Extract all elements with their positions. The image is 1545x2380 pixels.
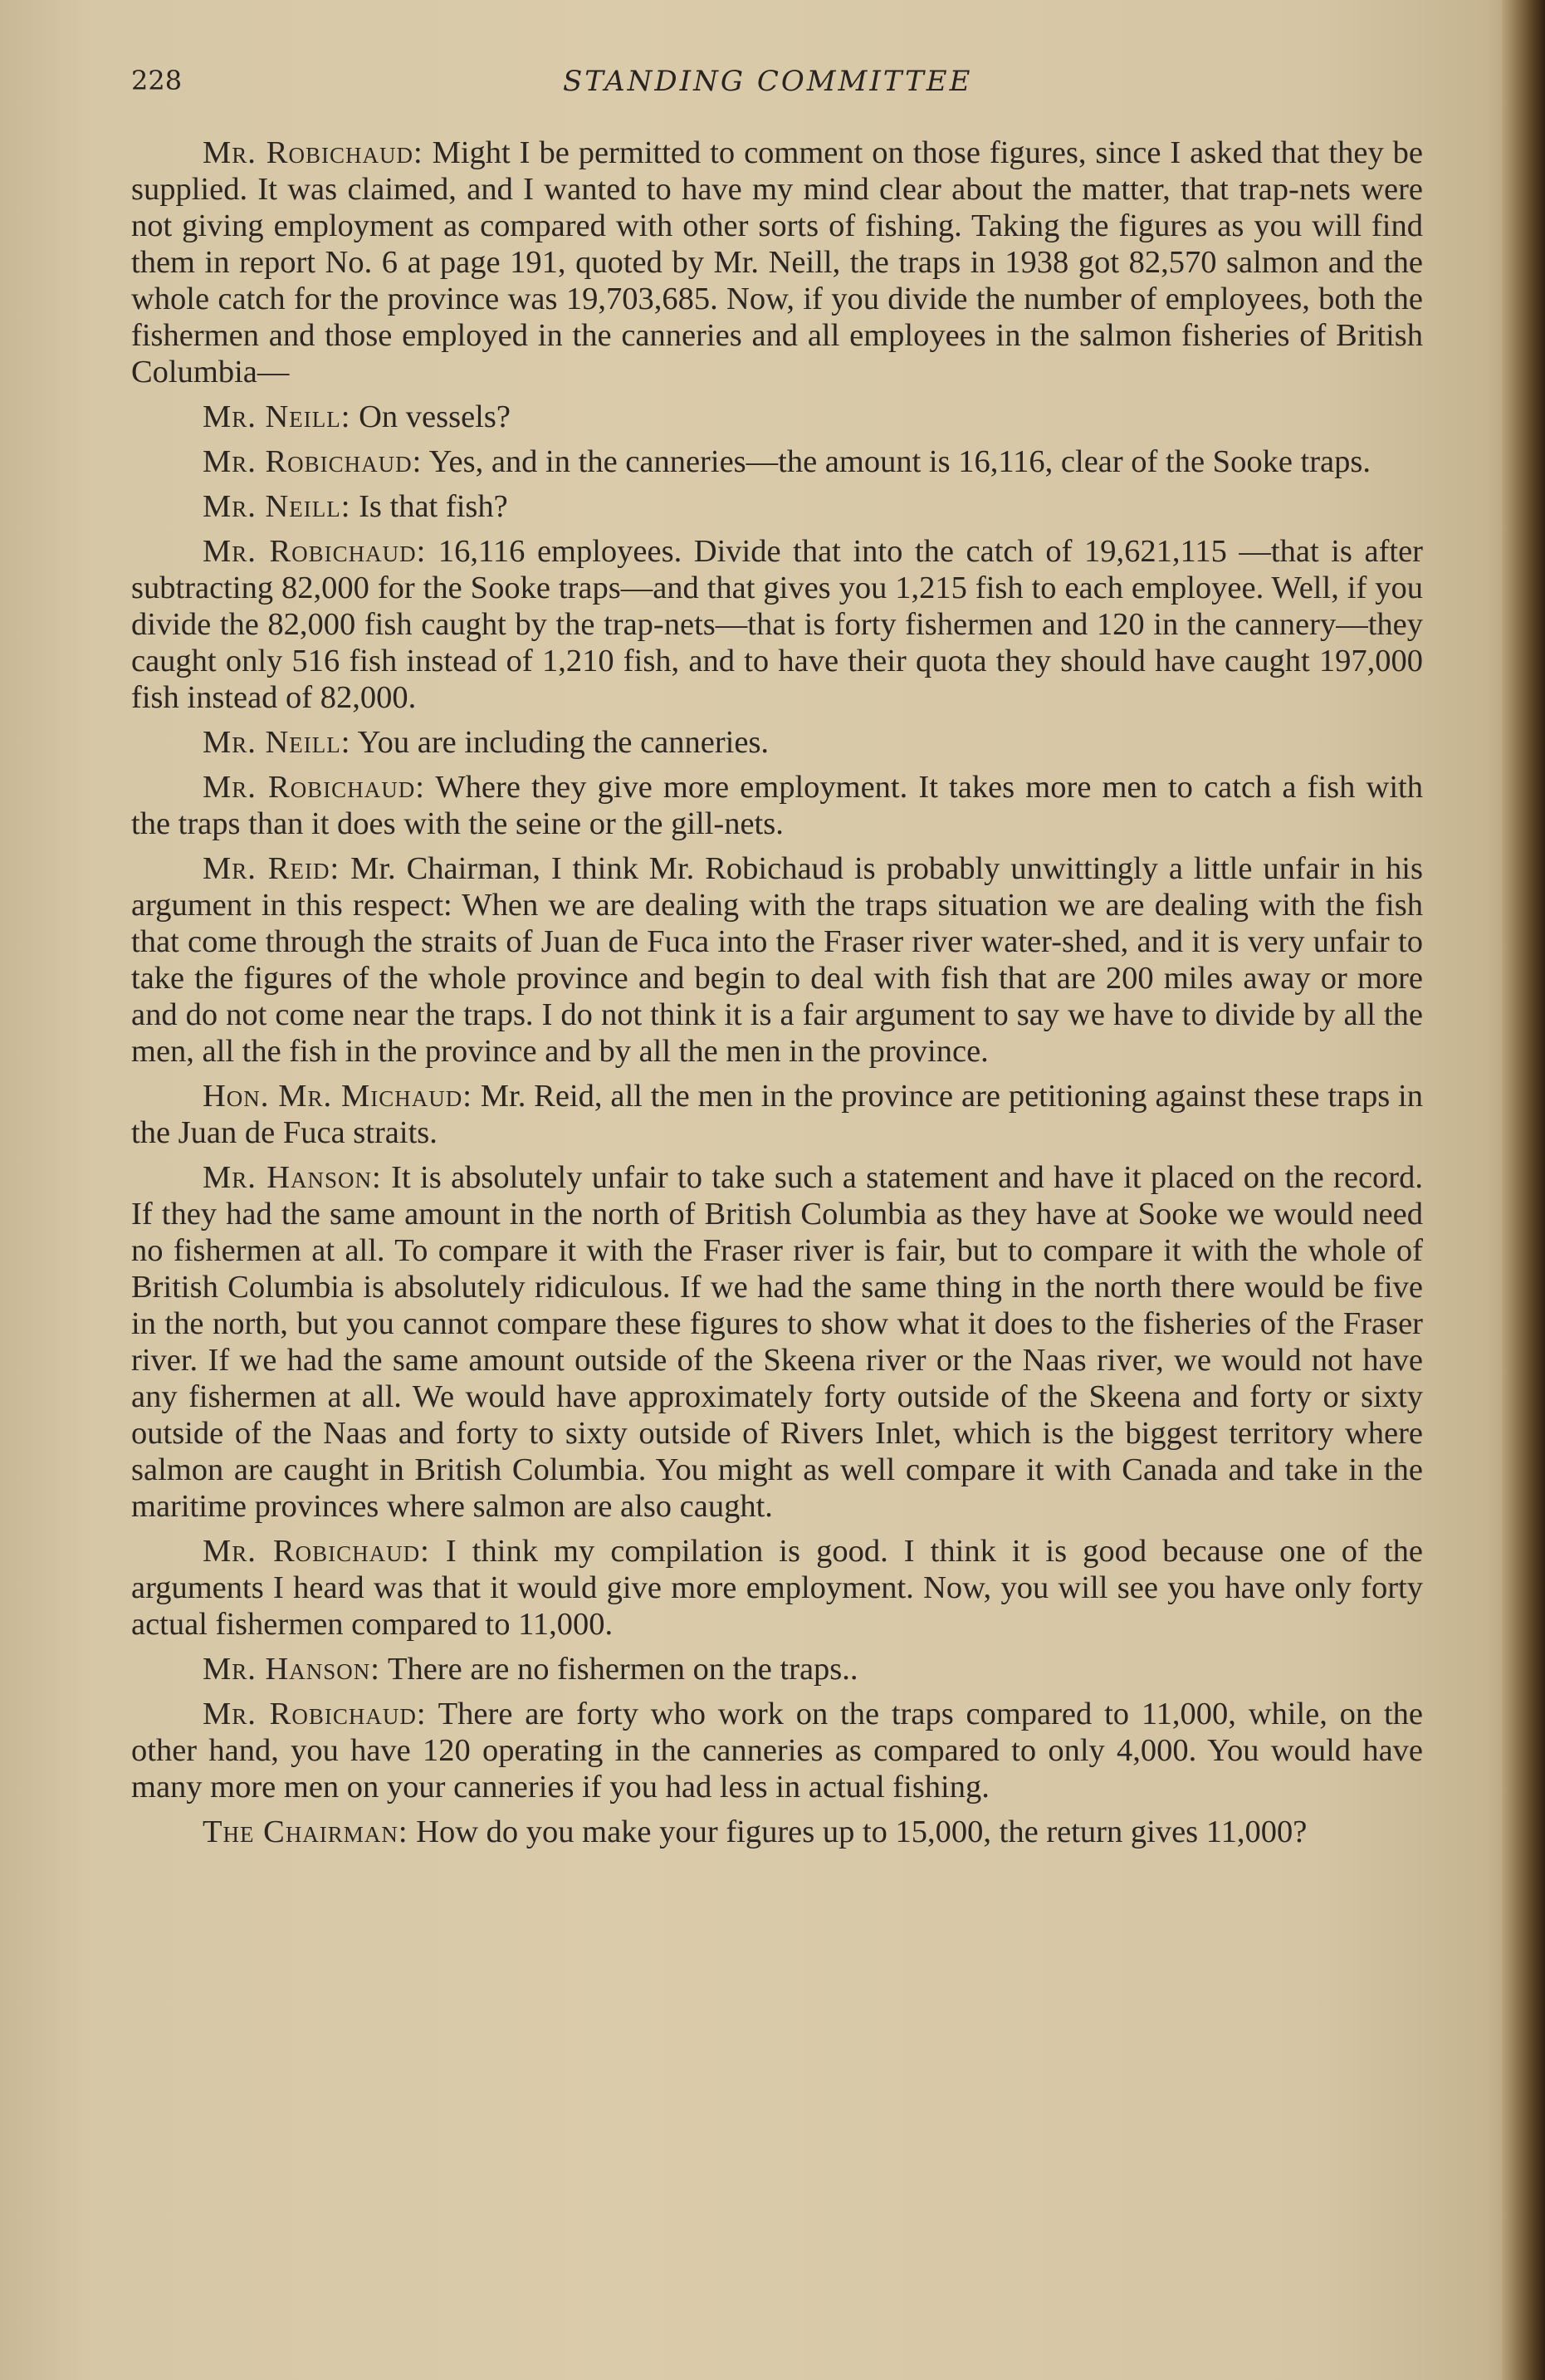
speaker-name: Mr. Neill: (203, 399, 351, 434)
paragraph (131, 850, 1423, 1070)
speaker-name: Mr. Robichaud: (203, 1534, 430, 1569)
paragraph (131, 1078, 1423, 1151)
speaker-name: Mr. Robichaud: (203, 1697, 427, 1731)
paragraph (131, 443, 1423, 480)
speech-text: Yes, and in the canneries—the amount is 16,116, clear of the Sooke traps. (422, 444, 1371, 479)
running-head (131, 65, 1418, 106)
paragraph (131, 724, 1423, 761)
speech-text: I think my compilation is good. I think it is good because one of the arguments I heard was that it would give more employment. Now, you will see you have only forty actual fishermen compared to 11,000. (131, 1534, 1423, 1642)
paragraph (131, 488, 1423, 525)
speaker-name: Mr. Hanson: (203, 1160, 382, 1195)
speech-text: Mr. Reid, all the men in the province are petitioning against these traps in the Juan de Fuca straits. (131, 1079, 1423, 1150)
speaker-name: Mr. Neill: (203, 489, 351, 524)
speaker-name: The Chairman: (203, 1814, 408, 1849)
speaker-name: Hon. Mr. Michaud: (203, 1079, 472, 1114)
speech-text: You are including the canneries. (350, 725, 770, 760)
speech-text: How do you make your figures up to 15,000, the return gives 11,000? (408, 1814, 1308, 1849)
speech-text: There are no fishermen on the traps.. (380, 1652, 858, 1687)
paragraph (131, 533, 1423, 716)
speech-text: It is absolutely unfair to take such a statement and have it placed on the record. If they had the same amount in the north of British Columbia as they have at Sooke we would need no fishermen at all. To compare it with the Fraser river is fair, but to compare it with the whole of British Columbia is absolutely ridiculous. If we had the same thing in the north there would be five in the north, but you cannot compare these figures to show what it does to the fisheries of the Fraser river. If we had the same amount outside of the Skeena river or the Naas river, we would not have any fishermen at all. We would have approximately forty outside of the Skeena and forty or sixty outside of the Naas and forty to sixty outside of Rivers Inlet, which is the biggest territory where salmon are caught in British Columbia. You might as well compare it with Canada and take in the maritime provinces where salmon are also caught. (131, 1160, 1423, 1524)
paragraph (131, 1533, 1423, 1643)
page-number: 228 (131, 65, 183, 96)
paragraph (131, 1159, 1423, 1525)
speech-text: Is that fish? (350, 489, 508, 524)
running-title: STANDING COMMITTEE (563, 65, 973, 98)
paragraph (131, 1696, 1423, 1805)
paragraph (131, 135, 1423, 390)
paragraph (131, 1814, 1423, 1850)
speaker-name: Mr. Robichaud: (203, 135, 423, 170)
speech-text: Where they give more employment. It takes more men to catch a fish with the traps than it does with the seine or the gill-nets. (131, 770, 1423, 841)
speaker-name: Mr. Robichaud: (203, 444, 423, 479)
speaker-name: Mr. Robichaud: (203, 770, 425, 805)
paragraph (131, 1651, 1423, 1687)
speaker-name: Mr. Reid: (203, 851, 340, 886)
transcript-body (131, 135, 1423, 1858)
speech-text: Mr. Chairman, I think Mr. Robichaud is probably unwittingly a little unfair in his argument in this respect: When we are dealing with the traps situation we are dealing with the fish that come through the straits of Juan de Fuca into the Fraser river water-shed, and it is very unfair to take the figures of the whole province and begin to deal with fish that are 200 miles away or more and do not come near the traps. I do not think it is a fair argument to say we have to divide by all the men, all the fish in the province and by all the men in the province. (131, 851, 1423, 1069)
speaker-name: Mr. Hanson: (203, 1652, 381, 1687)
speaker-name: Mr. Neill: (203, 725, 351, 760)
speaker-name: Mr. Robichaud: (203, 534, 427, 569)
speech-text: 16,116 employees. Divide that into the catch of 19,621,115 —that is after subtracting 82,000 for the Sooke traps—and that gives you 1,215 fish to each employee. Well, if you divide the 82,000 fish caught by the trap-nets—that is forty fishermen and 120 in the cannery—they caught only 516 fish instead of 1,210 fish, and to have their quota they should have caught 197,000 fish instead of 82,000. (131, 534, 1423, 715)
paragraph (131, 769, 1423, 842)
page-edge-shadow (1502, 0, 1545, 2380)
speech-text: Might I be permitted to comment on those figures, since I asked that they be supplied. It was claimed, and I wanted to have my mind clear about the matter, that trap-nets were not giving employment as compared with other sorts of fishing. Taking the figures as you will find them in report No. 6 at page 191, quoted by Mr. Neill, the traps in 1938 got 82,570 salmon and the whole catch for the province was 19,703,685. Now, if you divide the number of employees, both the fishermen and those employed in the canneries and all employees in the salmon fisheries of British Columbia— (131, 135, 1423, 389)
paragraph (131, 399, 1423, 435)
speech-text: There are forty who work on the traps compared to 11,000, while, on the other hand, you have 120 operating in the canneries as compared to only 4,000. You would have many more men on your canneries if you had less in actual fishing. (131, 1697, 1423, 1805)
speech-text: On vessels? (350, 399, 511, 434)
